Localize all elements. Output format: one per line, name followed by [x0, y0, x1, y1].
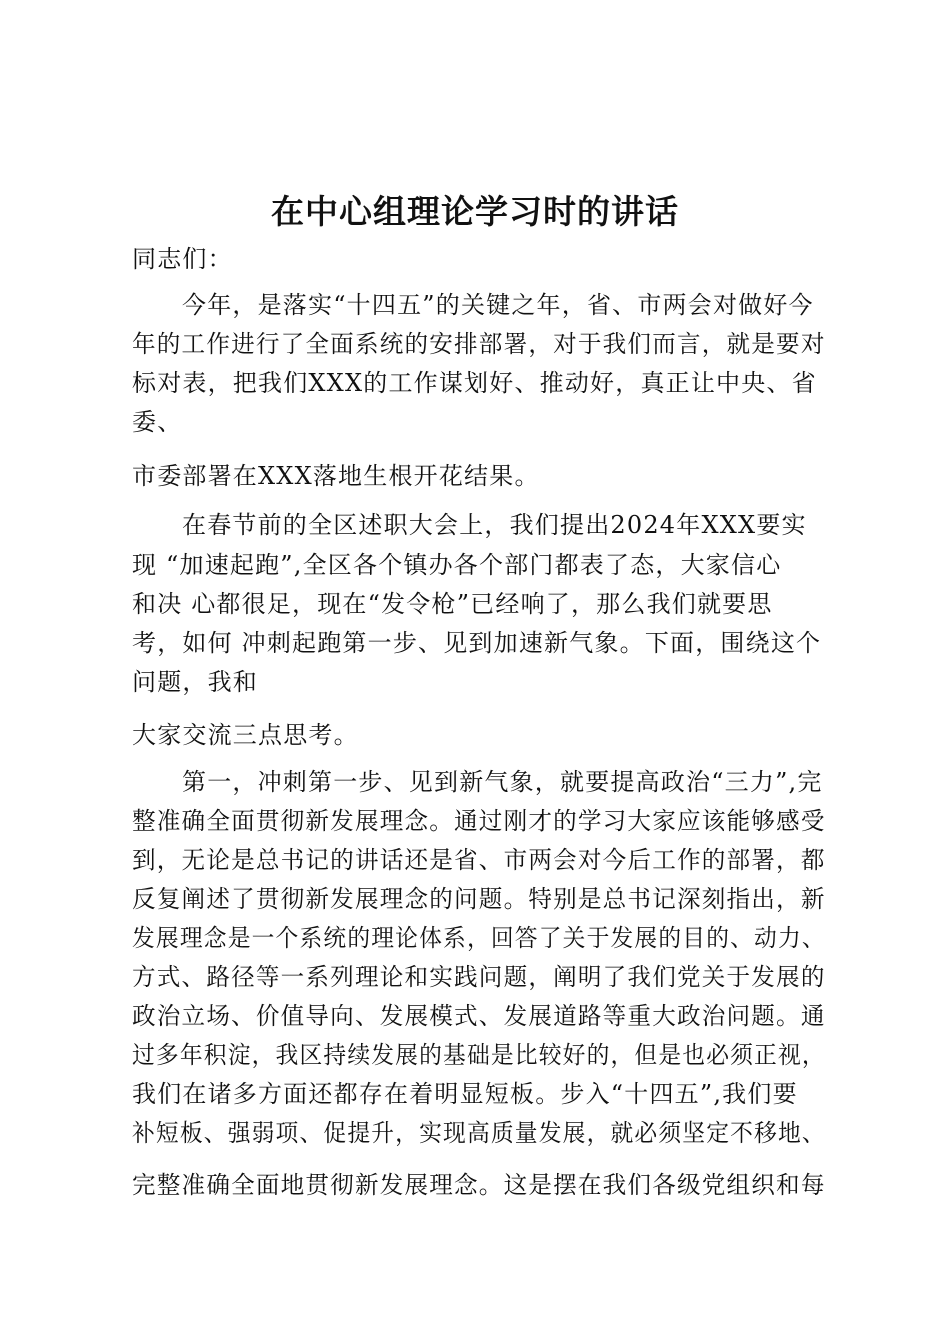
body-line-18: 政治立场、价值导向、发展模式、发展道路等重大政治问题。通: [132, 1002, 826, 1030]
page-title: 在中心组理论学习时的讲话: [271, 192, 679, 231]
body-line-15: 反复阐述了贯彻新发展理念的问题。特别是总书记深刻指出，新: [132, 885, 826, 913]
body-line-16: 发展理念是一个系统的理论体系，回答了关于发展的目的、动力、: [132, 924, 826, 952]
body-line-12: 第一，冲刺第一步、见到新气象，就要提高政治“三力”,完: [182, 768, 823, 796]
body-line-10: 问题，我和: [132, 668, 258, 696]
body-line-19: 过多年积淀，我区持续发展的基础是比较好的，但是也必须正视，: [132, 1041, 826, 1069]
body-line-13: 整准确全面贯彻新发展理念。通过刚才的学习大家应该能够感受: [132, 807, 826, 835]
body-line-7: 现 “加速起跑”,全区各个镇办各个部门都表了态，大家信心: [132, 551, 782, 579]
body-line-9: 考，如何 冲刺起跑第一步、见到加速新气象。下面，围绕这个: [132, 629, 822, 657]
body-line-14: 到，无论是总书记的讲话还是省、市两会对今后工作的部署，都: [132, 846, 826, 874]
salutation: 同志们：: [132, 245, 233, 273]
body-line-21: 补短板、强弱项、促提升，实现高质量发展，就必须坚定不移地、: [132, 1119, 826, 1147]
body-line-3: 标对表，把我们XXX的工作谋划好、推动好，真正让中央、省: [132, 369, 817, 397]
body-line-8: 和决 心都很足，现在“发令枪”已经响了，那么我们就要思: [132, 590, 773, 618]
body-line-20: 我们在诸多方面还都存在着明显短板。步入“十四五”,我们要: [132, 1080, 798, 1108]
body-line-5: 市委部署在XXX落地生根开花结果。: [132, 462, 540, 490]
body-line-22: 完整准确全面地贯彻新发展理念。这是摆在我们各级党组织和每: [132, 1171, 826, 1199]
body-line-17: 方式、路径等一系列理论和实践问题，阐明了我们党关于发展的: [132, 963, 826, 991]
body-line-2: 年的工作进行了全面系统的安排部署，对于我们而言，就是要对: [132, 330, 826, 358]
body-line-6: 在春节前的全区述职大会上，我们提出2024年XXX要实: [182, 511, 807, 539]
body-line-4: 委、: [132, 408, 183, 436]
body-line-11: 大家交流三点思考。: [132, 721, 359, 749]
body-line-1: 今年，是落实“十四五”的关键之年，省、市两会对做好今: [182, 291, 814, 319]
